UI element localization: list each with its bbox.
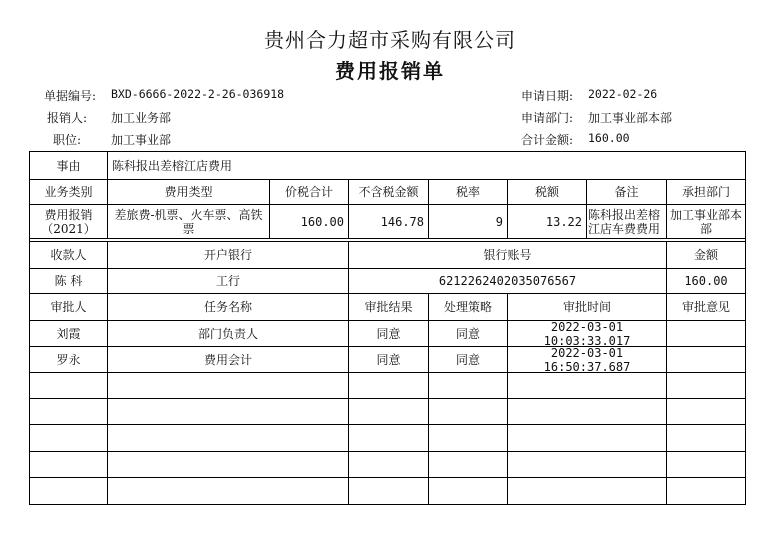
position-label: 职位: [52,133,81,147]
company-name: 贵州合力超市采购有限公司 [264,28,516,52]
expense-tax: 13.22 [545,214,582,229]
col-header: 不含税金额 [358,185,419,199]
rule [30,424,745,425]
col-header: 金额 [693,248,718,262]
expense-form-grid [29,151,746,505]
approval-opinion [667,321,745,346]
applicant-value: 加工业务部 [111,111,172,125]
col-header: 审批意见 [681,300,730,314]
rule [30,372,745,373]
approval-task: 费用会计 [203,352,252,367]
approver-name: 罗永 [56,352,81,367]
approval-opinion [667,347,745,372]
expense-category: 费用报销（2021） [41,207,96,236]
total-label: 合计金额: [520,133,573,147]
expense-total: 160.00 [300,214,344,229]
doc-no-label: 单据编号: [43,89,96,103]
col-header: 业务类别 [44,185,93,199]
col-header: 审批结果 [364,300,413,314]
payee-bank: 工行 [215,274,240,288]
col-header: 处理策略 [443,300,492,314]
payee-amount: 160.00 [684,274,728,288]
col-header: 税额 [534,185,559,199]
rule [30,451,745,452]
approval-time: 2022-03-01 16:50:37.687 [543,347,631,372]
doc-no-value: BXD-6666-2022-2-26-036918 [111,87,285,101]
col-header: 任务名称 [203,300,252,314]
col-header: 银行账号 [483,248,532,262]
approval-result: 同意 [376,326,401,341]
approval-result: 同意 [376,352,401,367]
dept-label: 申请部门: [520,111,573,125]
approver-name: 刘霞 [56,326,81,341]
approval-strategy: 同意 [455,326,480,341]
dept-value: 加工事业部本部 [588,111,673,125]
col-header: 税率 [455,185,480,199]
position-value: 加工事业部 [111,133,172,147]
col-header: 开户银行 [203,248,252,262]
col-header: 备注 [614,185,639,199]
approval-strategy: 同意 [455,352,480,367]
reason-label: 事由 [56,158,81,173]
expense-net: 146.78 [380,214,424,229]
expense-note: 陈科报出差榕江店车费费用 [588,207,661,236]
expense-rate: 9 [495,214,503,229]
reason-value: 陈科报出差榕江店费用 [112,158,233,173]
col-header: 审批人 [50,300,87,314]
payee-account: 6212262402035076567 [438,274,577,288]
col-header: 收款人 [50,248,87,262]
approval-task: 部门负责人 [197,326,258,341]
date-value: 2022-02-26 [588,87,658,101]
document-title: 费用报销单 [335,59,445,83]
approval-time: 2022-03-01 10:03:33.017 [543,321,631,346]
date-label: 申请日期: [520,89,573,103]
rule [30,238,745,239]
rule [30,398,745,399]
expense-dept: 加工事业部本部 [669,207,742,236]
col-header: 审批时间 [562,300,611,314]
rule [30,477,745,478]
applicant-label: 报销人: [46,111,87,125]
expense-type: 差旅费-机票、火车票、高铁票 [114,207,263,236]
col-header: 价税合计 [284,185,333,199]
payee-name: 陈 科 [54,274,83,288]
col-header: 费用类型 [164,185,213,199]
total-value: 160.00 [588,131,630,145]
col-header: 承担部门 [681,185,730,199]
